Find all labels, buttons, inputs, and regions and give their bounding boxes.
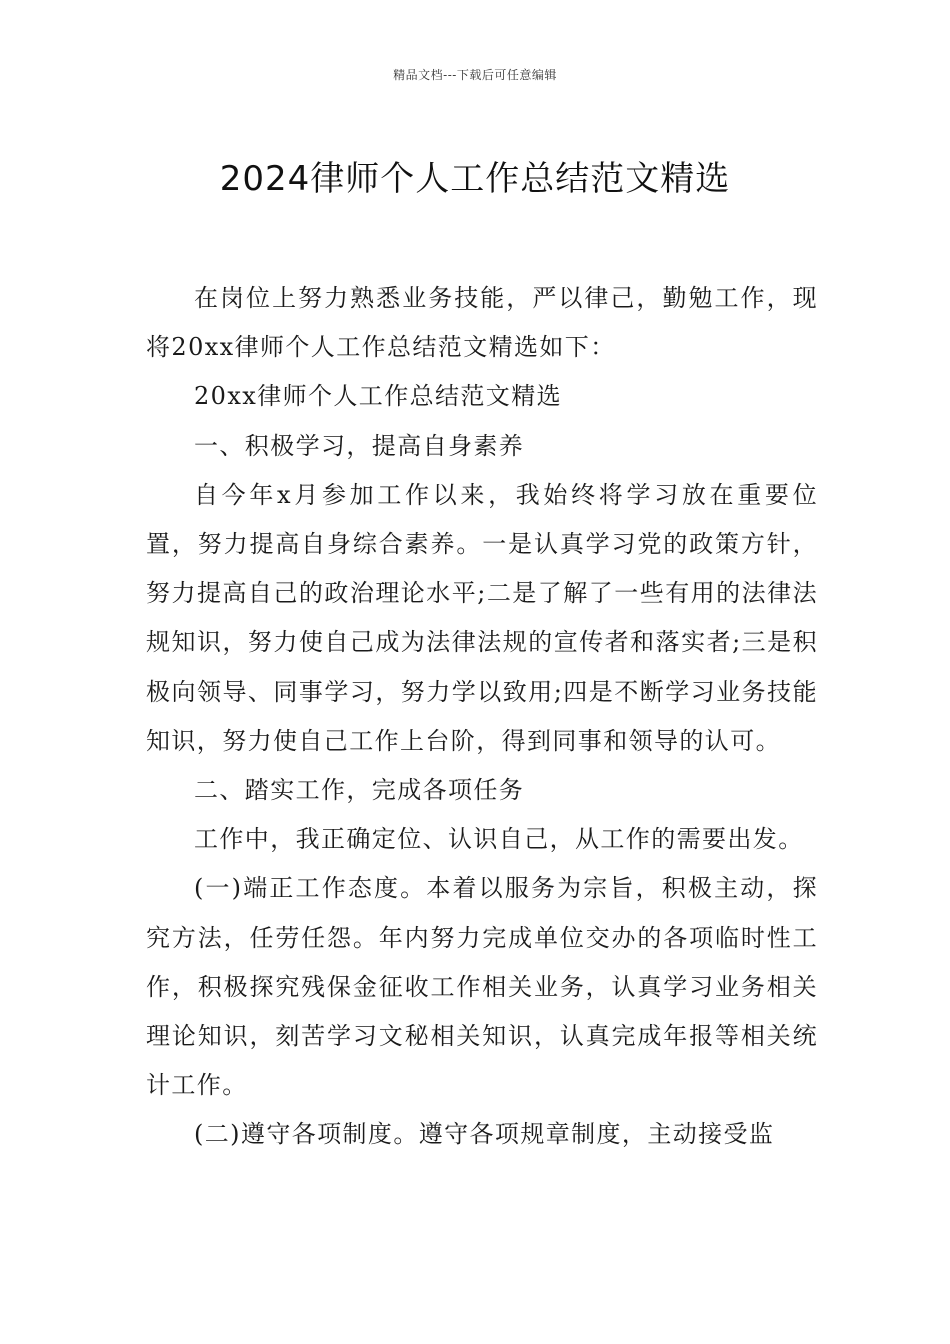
section-heading: 一、积极学习，提高自身素养 xyxy=(194,431,525,460)
header-note: 精品文档---下载后可任意编辑 xyxy=(393,68,557,82)
body-paragraph: 工作中，我正确定位、认识自己，从工作的需要出发。 xyxy=(194,825,804,854)
document-body xyxy=(146,274,818,1160)
body-paragraph: 自今年x月参加工作以来，我始终将学习放在重要位置，努力提高自身综合素养。一是认真学习党的政策方针，努力提高自己的政治理论水平;二是了解了一些有用的法律法规知识，努力使自己成为法律法规的宣传者和落实者;三是积极向领导、同事学习，努力学以致用;四是不断学习业务技能知识，努力使自己工作上台阶，得到同事和领导的认可。 xyxy=(146,480,818,755)
body-paragraph: 在岗位上努力熟悉业务技能，严以律己，勤勉工作，现将20xx律师个人工作总结范文精选如下： xyxy=(146,284,818,362)
document-title: 2024律师个人工作总结范文精选 xyxy=(219,158,731,199)
body-paragraph: (一)端正工作态度。本着以服务为宗旨，积极主动，探究方法，任劳任怨。年内努力完成单位交办的各项临时性工作，积极探究残保金征收工作相关业务，认真学习业务相关理论知识，刻苦学习文秘相关知识，认真完成年报等相关统计工作。 xyxy=(146,874,818,1100)
body-paragraph: 20xx律师个人工作总结范文精选 xyxy=(194,382,563,411)
section-heading: 二、踏实工作，完成各项任务 xyxy=(194,776,525,805)
body-paragraph: (二)遵守各项制度。遵守各项规章制度，主动接受监 xyxy=(194,1120,775,1149)
